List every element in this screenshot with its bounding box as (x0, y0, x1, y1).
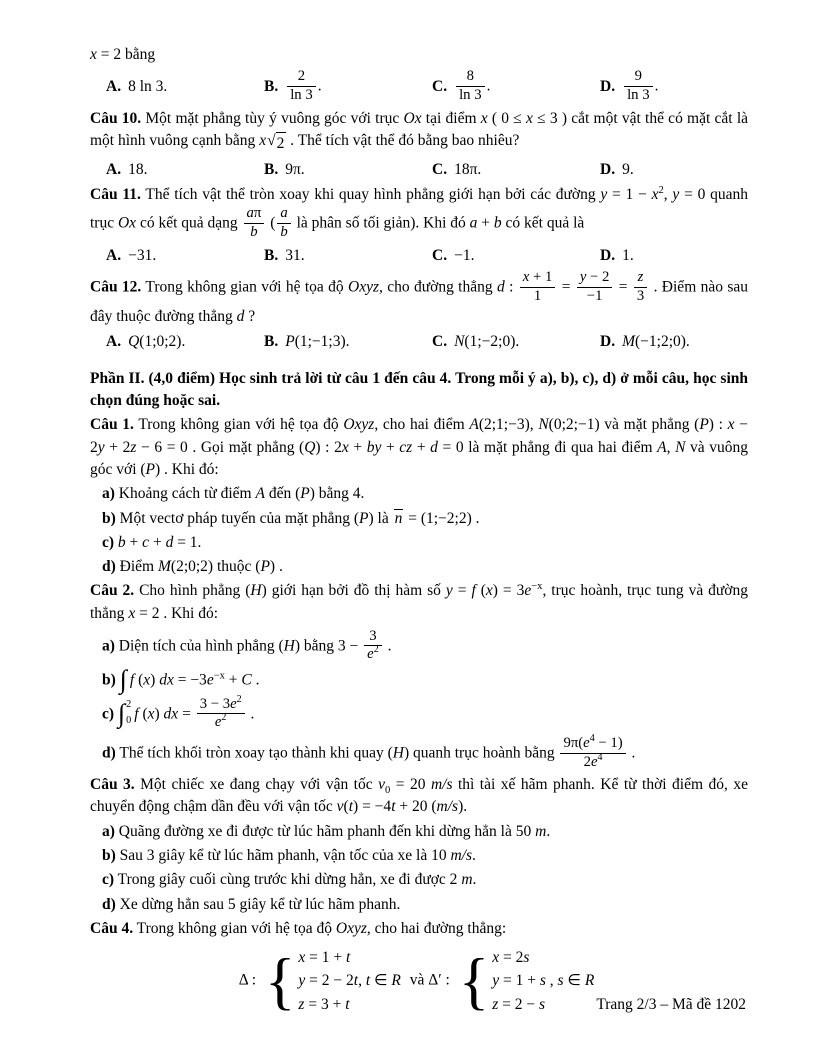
equation-system (459, 946, 595, 1016)
math-var: A (469, 416, 479, 434)
fraction-numerator: x + 1 (520, 269, 556, 287)
math-var: cz (399, 438, 413, 456)
superscript: 2 (236, 693, 242, 705)
system-equations (492, 946, 594, 1016)
integral-icon: ∫ (117, 698, 126, 728)
math-var: s (523, 949, 530, 967)
vector-symbol: n (393, 508, 405, 530)
bold-text: b) (102, 846, 116, 864)
math-var: e (583, 735, 590, 752)
math-var: m (461, 871, 473, 889)
lower-limit: 0 (126, 715, 132, 727)
bold-text: Câu 11. (90, 185, 141, 203)
math-var: x (298, 949, 306, 967)
answer-option-A: A. 18. (106, 160, 148, 178)
fraction-denominator: $2e^4$ (583, 751, 603, 770)
math-var: a (246, 205, 254, 222)
answer-option-D: D. 1. (600, 247, 634, 264)
math-var: v (336, 798, 344, 816)
math-var: y (97, 438, 105, 456)
answer-option-D: D. 9. (600, 160, 634, 178)
math-var: s (557, 972, 564, 990)
document-content (90, 44, 748, 1018)
math-var: f (129, 671, 135, 689)
math-var: x (147, 704, 155, 722)
fraction-numerator: 3 (364, 628, 382, 646)
math-var: M (622, 333, 635, 351)
answer-label: B. (264, 77, 279, 95)
math-var: x (341, 438, 349, 456)
math-var: H (283, 637, 295, 655)
math-var: m (535, 822, 547, 840)
math-var: t (365, 972, 371, 990)
bold-text: b) (102, 671, 116, 689)
fraction (577, 269, 613, 305)
fraction-denominator: ln 3 (290, 86, 313, 103)
math-var: m/s (436, 798, 459, 816)
math-var: R (391, 972, 401, 990)
bold-text: Câu 2. (90, 582, 135, 600)
math-var: b (117, 533, 126, 551)
fraction-numerator: y − 2 (577, 269, 613, 287)
system-equation-line: z = 2 − s (492, 995, 546, 1013)
fraction (197, 693, 245, 732)
fraction-denominator (277, 224, 290, 241)
math-var: x (522, 269, 530, 286)
math-var: H (250, 582, 262, 600)
fraction-denominator: 1 (533, 287, 542, 304)
intro-line: x = 2 bằng (90, 46, 156, 63)
bold-text: a) (102, 637, 115, 655)
math-var: P (285, 333, 295, 351)
superscript: 4 (597, 751, 603, 763)
math-var: s (539, 972, 546, 990)
bold-text: c) (102, 704, 115, 722)
math-var: x (128, 604, 136, 622)
answer-option-B: B. 9π. (264, 160, 305, 178)
left-brace-icon: { (264, 944, 296, 1016)
superscript: −x (531, 581, 543, 593)
bold-text: a) (102, 822, 115, 840)
fraction (456, 68, 485, 104)
math-var: e (367, 646, 374, 663)
system-equation-line: y = 1 + s , s ∈ R (492, 972, 595, 990)
math-var: M (157, 558, 171, 576)
fraction (287, 68, 316, 104)
fraction-numerator: aπ (244, 205, 265, 223)
math-var: e (590, 753, 598, 770)
answer-option-B: B. 31. (264, 247, 305, 264)
answer-label: C. (432, 160, 448, 178)
bold-text: Câu 3. (90, 775, 135, 793)
fraction-numerator: 2 (287, 68, 316, 86)
question-2: Câu 2. Cho hình phẳng (H) giới hạn bởi đồ thị hàm số y = f $(x) = 3e^{-x}$, trục hoành, trục tung và đường thẳng x = 2 . Khi đó: (90, 581, 749, 622)
math-var: P (145, 460, 156, 478)
answer-option-A: A. Q(1;0;2). (106, 333, 186, 351)
fraction-denominator: ln 3 (627, 86, 650, 103)
integral (119, 664, 127, 694)
math-var: x (525, 110, 533, 128)
equation-system (265, 946, 401, 1016)
answer-label: D. (600, 247, 616, 264)
math-var: P (300, 485, 310, 503)
system-equations (298, 946, 400, 1016)
math-var: by (366, 438, 382, 456)
answer-label: C. (432, 247, 448, 264)
math-var: b (493, 214, 502, 232)
q1-statement-b: b) Một vectơ pháp tuyến của mặt phẳng (P) là n = (1;−2;2) . (90, 508, 748, 530)
page-footer: Trang 2/3 – Mã đề 1202 (596, 996, 746, 1013)
math-var: t (345, 995, 350, 1013)
math-var: x (727, 416, 735, 434)
math-var: x (259, 132, 267, 150)
math-var: t (391, 798, 396, 816)
answer-option-C: C. N(1;−2;0). (432, 333, 520, 351)
superscript: 2 (221, 711, 227, 723)
bold-text: Câu 4. (90, 919, 134, 937)
fraction-numerator (277, 205, 290, 223)
math-var: A (255, 485, 265, 503)
math-var: N (454, 333, 465, 351)
integral-icon: ∫ (119, 664, 127, 694)
integral-limits (126, 699, 131, 728)
fraction (634, 269, 647, 305)
answers-q11 (90, 245, 748, 267)
math-var: z (492, 995, 499, 1013)
math-var: x (651, 185, 659, 203)
system-equation-line: y = 2 − 2t, t ∈ R (298, 972, 401, 990)
fraction-numerator: $3 - 3e^2$ (197, 696, 245, 714)
answer-label: C. (432, 333, 448, 351)
integral (118, 699, 131, 728)
fraction (520, 269, 556, 305)
q3-statement-a: a) Quãng đường xe đi được từ lúc hãm phanh đến khi dừng hẳn là 50 m. (102, 822, 551, 840)
bold-text: d) (102, 558, 116, 576)
math-var: f (471, 582, 476, 600)
fraction-numerator (634, 269, 647, 287)
fraction-denominator: 3 (636, 287, 645, 304)
math-var: y (492, 972, 500, 990)
math-var: a (469, 214, 478, 232)
fraction-numerator: 8 (456, 68, 485, 86)
question-12: Câu 12. Trong không gian với hệ tọa độ Oxyz, cho đường thẳng d : $\frac{x + 1}{1}$ = $\frac{y - 2}{-1}$ = $\frac{z}{3}$ . Điểm nào sau đây thuộc đường thẳng d ? (90, 269, 749, 326)
q3-statement-b: b) Sau 3 giây kể từ lúc hãm phanh, vận tốc của xe là 10 m/s. (102, 846, 476, 864)
answer-option-D: D. $\frac{9}{\ln 3}$ . (600, 68, 659, 103)
fraction (624, 68, 653, 104)
superscript: −x (213, 670, 225, 682)
math-var: x (90, 46, 97, 63)
math-var: e (206, 671, 214, 689)
answer-label: A. (106, 160, 122, 178)
answer-label: B. (264, 333, 279, 351)
math-var: t (346, 949, 351, 967)
math-var: e (214, 713, 222, 730)
answer-label: A. (106, 78, 122, 96)
math-var: y (672, 185, 680, 203)
math-var: Oxyz (348, 278, 379, 296)
math-var: x (485, 582, 493, 600)
fraction-denominator (244, 224, 265, 241)
math-var: Oxyz (343, 416, 375, 434)
bold-text: c) (102, 533, 115, 551)
math-var: v (378, 775, 385, 793)
question-11: Câu 11. Thể tích vật thể tròn xoay khi quay hình phẳng giới hạn bởi các đường $y = 1 - x^2$, y = 0 quanh trục Ox có kết quả dạng $\frac{a\pi}{b}$ ( $\frac{a}{b}$ là phân số tối giản). Khi đó a + b có kết quả là (90, 184, 748, 240)
question-10: Câu 10. Một mặt phẳng tùy ý vuông góc với trục Ox tại điểm x ( 0 ≤ x ≤ 3 ) cắt một vật thể có mặt cắt là một hình vuông cạnh bằng x √ 2 . Thể tích vật thể đó bằng bao nhiêu? (90, 108, 748, 156)
section-2-heading (90, 368, 748, 413)
fraction-denominator (197, 711, 245, 731)
radical-icon: √ (267, 132, 276, 150)
q3-statement-d: d) Xe dừng hẳn sau 5 giây kể từ lúc hãm phanh. (102, 895, 401, 913)
math-var: P (699, 416, 709, 434)
bold-text: a) (102, 485, 115, 503)
math-var: d (430, 438, 438, 456)
q2-statement-d: d) Thể tích khối tròn xoay tạo thành khi quay (H) quanh trục hoành bằng $\frac{9\pi(e^4 - 1)}{2e^4}$ . (102, 733, 636, 770)
question-4: Câu 4. Trong không gian với hệ tọa độ Oxyz, cho hai đường thẳng: (90, 919, 507, 937)
math-var: m/s (430, 775, 453, 793)
math-var: x (143, 671, 151, 689)
math-var: t (348, 798, 354, 816)
q1-statement-a: a) Khoảng cách từ điểm A đến (P) bằng 4. (102, 485, 365, 503)
fraction (364, 628, 382, 664)
math-var: b (250, 223, 258, 240)
answer-option-B: B. P(1;−1;3). (264, 333, 350, 351)
answers-q09 (90, 69, 748, 105)
superscript: 2 (658, 184, 664, 196)
bold-text: c) (102, 871, 115, 889)
square-root (267, 132, 286, 155)
math-var: f (134, 704, 139, 722)
q2-statement-b: b) ∫ f (x) dx = $-3e^{-x} + C$ . (102, 664, 260, 694)
bold-text: d) (102, 895, 116, 913)
math-var: dx (159, 671, 174, 689)
answer-label: B. (264, 247, 279, 264)
math-var: x (492, 949, 500, 967)
upper-limit: 2 (126, 699, 132, 711)
answer-option-C: C. $\frac{8}{\ln 3}$ . (432, 68, 491, 103)
math-var: y (298, 972, 306, 990)
math-var: e (230, 695, 237, 712)
answer-label: B. (264, 160, 279, 178)
math-var: d (165, 533, 174, 551)
q4-systems: Δ : { x = 1 + t y = 2 − 2t, t ∈ R z = 3 + t và Δ′ : { x = 2s y = 1 + s , s ∈ R z = 2 − s (238, 944, 595, 1016)
math-var: P (359, 509, 369, 527)
radicand: 2 (276, 132, 287, 155)
math-var: s (538, 995, 546, 1013)
question-1: Câu 1. Trong không gian với hệ tọa độ Oxyz, cho hai điểm A(2;1;−3), N(0;2;−1) và mặt phẳng (P) : x − 2y + 2z − 6 = 0 . Gọi mặt phẳng (Q) : 2x + by + cz + d = 0 là mặt phẳng đi qua hai điểm A, N và vuông góc với (P) . Khi đó: (90, 416, 749, 478)
math-var: A, N (657, 438, 686, 456)
left-brace-icon: { (458, 944, 490, 1016)
answer-label: A. (106, 247, 122, 264)
superscript: 2 (373, 644, 379, 656)
system-equation-line: x = 1 + t (298, 949, 351, 967)
answer-option-C: C. 18π. (432, 160, 482, 178)
answer-label: A. (106, 333, 122, 351)
answer-option-A: A. 8 ln 3. (106, 78, 168, 96)
math-var: x (480, 110, 488, 128)
answer-label: C. (432, 77, 448, 95)
math-var: H (392, 744, 404, 762)
answer-option-B: B. $\frac{2}{\ln 3}$ . (264, 68, 322, 103)
bold-text: Câu 1. (90, 416, 134, 434)
fraction-denominator: ln 3 (459, 86, 482, 103)
answers-q12 (90, 331, 748, 353)
q1-statement-c: c) b + c + d = 1. (102, 533, 202, 551)
math-var: m/s (450, 846, 473, 864)
math-var: a (280, 205, 288, 222)
math-var: Q (304, 438, 316, 456)
bold-text: Câu 12. (90, 278, 142, 296)
math-var: b (280, 223, 288, 240)
answer-option-A: A. −31. (106, 247, 157, 264)
answer-label: D. (600, 77, 616, 95)
superscript: 4 (589, 733, 595, 745)
math-var: Ox (117, 214, 137, 232)
math-var: Q (128, 333, 140, 351)
answer-label: D. (600, 333, 616, 351)
subscript: 0 (384, 785, 391, 797)
answer-option-D: D. M(−1;2;0). (600, 333, 690, 351)
math-var: d (496, 278, 505, 296)
math-var: Ox (403, 110, 422, 128)
fraction-denominator: −1 (586, 287, 603, 304)
bold-text: d) (102, 744, 116, 762)
bold-text: Câu 10. (90, 110, 142, 128)
math-var: z (637, 269, 644, 286)
question-3: Câu 3. Một chiếc xe đang chạy với vận tốc $v_0 = 20$ m/s thì tài xế hãm phanh. Kể từ thời điểm đó, xe chuyển động chậm dần đều với vận tốc v(t) = −4t + 20 (m/s). (90, 775, 748, 816)
math-var: y (579, 269, 587, 286)
q2-statement-c: c) ∫ 2 0 f (x) dx = $\frac{3 - 3e^2}{e^2}$ . (102, 693, 255, 730)
fraction (244, 205, 265, 241)
system-equation-line: x = 2s (492, 949, 530, 967)
q3-statement-c: c) Trong giây cuối cùng trước khi dừng hẳn, xe đi được 2 m. (102, 871, 477, 889)
answer-label: D. (600, 160, 616, 178)
fraction-numerator: 9 (624, 68, 653, 86)
math-var: C (241, 671, 252, 689)
system-equation-line: z = 3 + t (298, 995, 350, 1013)
answer-option-C: C. −1. (432, 247, 475, 264)
bold-text: b) (102, 509, 116, 527)
bold-text: Phần II. (4,0 điểm) Học sinh trả lời từ câu 1 đến câu 4. Trong mỗi ý a), b), c), d) ở mỗi câu, học sinh chọn đúng hoặc sai. (90, 369, 748, 409)
math-var: Oxyz (335, 919, 367, 937)
math-var: y (445, 582, 453, 600)
fraction (277, 205, 290, 241)
math-var: N (538, 416, 549, 434)
math-var: z (130, 438, 137, 456)
math-var: d (236, 308, 245, 326)
math-var: P (260, 558, 270, 576)
answers-q10 (90, 159, 748, 181)
math-var: y (600, 185, 608, 203)
math-var: dx (163, 704, 179, 722)
math-var: z (298, 995, 305, 1013)
math-var: e (524, 582, 532, 600)
fraction-numerator: $9\pi(e^4 - 1)$ (560, 735, 625, 753)
math-var: t (353, 972, 359, 990)
math-var: R (584, 972, 595, 990)
fraction-denominator (364, 646, 382, 663)
q2-statement-a: a) Diện tích của hình phẳng (H) bằng 3 − $\frac{3}{e^2}$ . (102, 628, 392, 663)
fraction (560, 735, 625, 771)
math-var: c (142, 533, 150, 551)
q1-statement-d: d) Điểm M(2;0;2) thuộc (P) . (102, 558, 283, 576)
